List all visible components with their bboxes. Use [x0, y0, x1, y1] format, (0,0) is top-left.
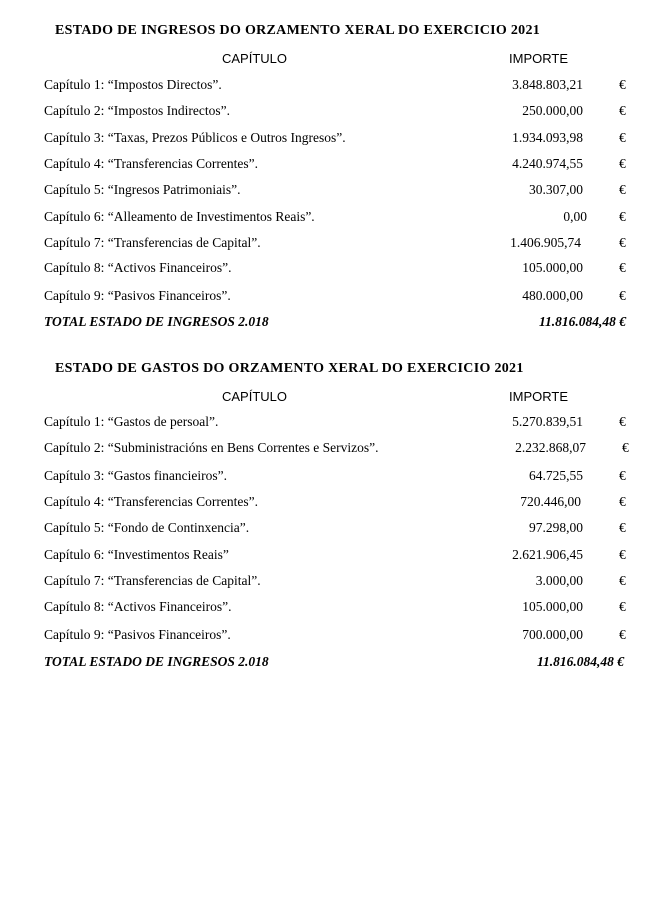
income-row-amount: 1.406.905,74	[510, 235, 581, 250]
expense-row-label: Capítulo 4: “Transferencias Correntes”.	[44, 494, 258, 509]
expense-row-amount: 5.270.839,51	[512, 414, 583, 429]
expense-row-amount: 700.000,00	[522, 627, 583, 642]
expense-total-amount: 11.816.084,48 €	[536, 654, 624, 669]
income-row-label: Capítulo 3: “Taxas, Prezos Públicos e Outros Ingresos”.	[44, 130, 346, 145]
income-row	[0, 235, 664, 255]
expense-row-label: Capítulo 3: “Gastos financieiros”.	[44, 468, 227, 483]
income-row-amount: 250.000,00	[522, 103, 583, 118]
expense-row	[0, 599, 664, 619]
income-row-currency: €	[619, 103, 626, 118]
income-row-label: Capítulo 7: “Transferencias de Capital”.	[44, 235, 261, 250]
income-row	[0, 260, 664, 280]
expense-row	[0, 468, 664, 488]
expense-row-currency: €	[622, 440, 629, 455]
expense-row-currency: €	[619, 599, 626, 614]
expense-row-currency: €	[619, 627, 626, 642]
expense-row-label: Capítulo 1: “Gastos de persoal”.	[44, 414, 219, 429]
income-row-label: Capítulo 4: “Transferencias Correntes”.	[44, 156, 258, 171]
income-row-amount: 0,00	[563, 209, 587, 224]
income-row-amount: 1.934.093,98	[512, 130, 583, 145]
income-row	[0, 103, 664, 123]
income-row-label: Capítulo 5: “Ingresos Patrimoniais”.	[44, 182, 241, 197]
income-total-label: TOTAL ESTADO DE INGRESOS 2.018	[44, 314, 269, 329]
income-row-amount: 105.000,00	[522, 260, 583, 275]
income-row-label: Capítulo 8: “Activos Financeiros”.	[44, 260, 232, 275]
expense-row-amount: 2.232.868,07	[515, 440, 586, 455]
expense-total-label: TOTAL ESTADO DE INGRESOS 2.018	[44, 654, 269, 669]
income-row-label: Capítulo 9: “Pasivos Financeiros”.	[44, 288, 231, 303]
expense-section-title: ESTADO DE GASTOS DO ORZAMENTO XERAL DO EXERCICIO 2021	[55, 361, 524, 376]
income-row-currency: €	[619, 156, 626, 171]
expense-row-amount: 3.000,00	[535, 573, 583, 588]
income-total-amount: 11.816.084,48 €	[538, 314, 626, 329]
income-amount-column-header: IMPORTE	[509, 51, 568, 66]
income-row-currency: €	[619, 77, 626, 92]
expense-row-amount: 105.000,00	[522, 599, 583, 614]
income-row-currency: €	[619, 288, 626, 303]
expense-row	[0, 573, 664, 593]
income-row-label: Capítulo 1: “Impostos Directos”.	[44, 77, 222, 92]
income-row-currency: €	[619, 130, 626, 145]
expense-row-currency: €	[619, 547, 626, 562]
income-row-label: Capítulo 2: “Impostos Indirectos”.	[44, 103, 230, 118]
expense-row-label: Capítulo 2: “Subministracións en Bens Correntes e Servizos”.	[44, 440, 379, 455]
income-total-row	[0, 314, 664, 334]
income-row-amount: 30.307,00	[529, 182, 583, 197]
income-row	[0, 77, 664, 97]
income-row	[0, 209, 664, 229]
expense-row-amount: 64.725,55	[529, 468, 583, 483]
expense-row	[0, 440, 664, 460]
income-row-label: Capítulo 6: “Alleamento de Investimentos Reais”.	[44, 209, 315, 224]
income-row-currency: €	[619, 209, 626, 224]
expense-row-amount: 2.621.906,45	[512, 547, 583, 562]
expense-row	[0, 414, 664, 434]
income-row-amount: 480.000,00	[522, 288, 583, 303]
income-row	[0, 182, 664, 202]
expense-row-label: Capítulo 7: “Transferencias de Capital”.	[44, 573, 261, 588]
expense-row-currency: €	[619, 520, 626, 535]
income-row	[0, 156, 664, 176]
expense-row-label: Capítulo 9: “Pasivos Financeiros”.	[44, 627, 231, 642]
expense-row	[0, 547, 664, 567]
income-section-title: ESTADO DE INGRESOS DO ORZAMENTO XERAL DO EXERCICIO 2021	[55, 23, 541, 38]
expense-row-currency: €	[619, 494, 626, 509]
income-row-amount: 4.240.974,55	[512, 156, 583, 171]
expense-row-currency: €	[619, 573, 626, 588]
expense-row	[0, 627, 664, 647]
expense-row-label: Capítulo 5: “Fondo de Continxencia”.	[44, 520, 250, 535]
expense-amount-column-header: IMPORTE	[509, 389, 568, 404]
expense-row-amount: 97.298,00	[529, 520, 583, 535]
income-row	[0, 130, 664, 150]
income-row	[0, 288, 664, 308]
income-row-amount: 3.848.803,21	[512, 77, 583, 92]
expense-row-label: Capítulo 6: “Investimentos Reais”	[44, 547, 229, 562]
income-chapter-column-header: CAPÍTULO	[222, 51, 288, 66]
income-row-currency: €	[619, 235, 626, 250]
expense-row-amount: 720.446,00	[520, 494, 581, 509]
expense-row	[0, 494, 664, 514]
income-row-currency: €	[619, 182, 626, 197]
income-row-currency: €	[619, 260, 626, 275]
expense-row-currency: €	[619, 468, 626, 483]
expense-row-label: Capítulo 8: “Activos Financeiros”.	[44, 599, 232, 614]
expense-row	[0, 520, 664, 540]
expense-total-row	[0, 654, 664, 674]
expense-chapter-column-header: CAPÍTULO	[222, 389, 288, 404]
expense-row-currency: €	[619, 414, 626, 429]
